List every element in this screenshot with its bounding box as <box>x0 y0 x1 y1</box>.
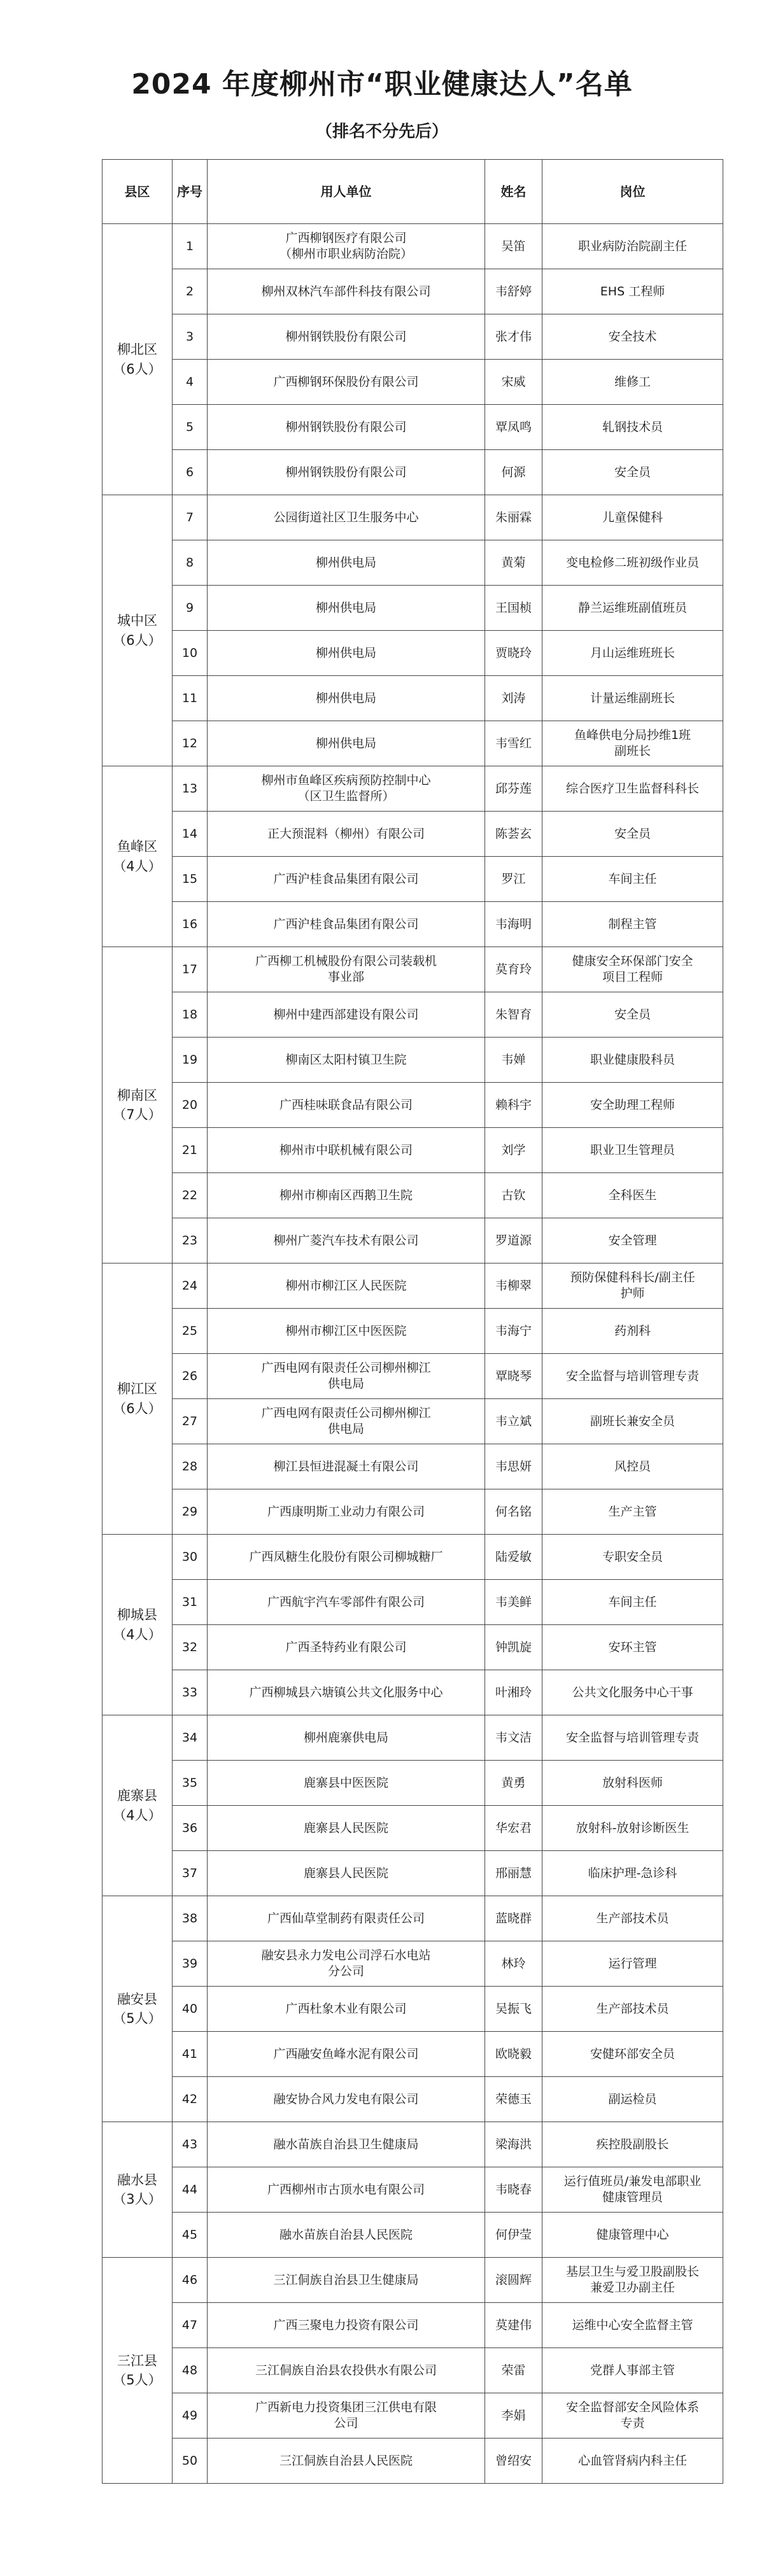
seq-cell: 6 <box>173 450 208 495</box>
table-row <box>103 2258 723 2303</box>
name-cell: 朱丽霖 <box>485 495 542 540</box>
seq-cell: 42 <box>173 2077 208 2122</box>
name-cell: 覃凤鸣 <box>485 405 542 450</box>
table-row <box>103 902 723 947</box>
table-row <box>103 1128 723 1173</box>
county-cell: 鹿寨县 （4人） <box>103 1715 173 1896</box>
seq-cell: 41 <box>173 2032 208 2077</box>
name-cell: 韦婵 <box>485 1038 542 1083</box>
seq-cell: 39 <box>173 1941 208 1987</box>
name-cell: 吴笛 <box>485 224 542 269</box>
unit-cell: 广西融安鱼峰水泥有限公司 <box>208 2032 485 2077</box>
seq-cell: 22 <box>173 1173 208 1218</box>
name-cell: 王国桢 <box>485 586 542 631</box>
name-cell: 陈荟玄 <box>485 812 542 857</box>
unit-cell: 柳州市鱼峰区疾病预防控制中心 （区卫生监督所） <box>208 766 485 812</box>
unit-cell: 广西康明斯工业动力有限公司 <box>208 1489 485 1535</box>
unit-cell: 广西圣特药业有限公司 <box>208 1625 485 1670</box>
table-row <box>103 405 723 450</box>
post-cell: 车间主任 <box>542 857 723 902</box>
table-row <box>103 1761 723 1806</box>
table-row <box>103 1173 723 1218</box>
post-cell: 安全员 <box>542 450 723 495</box>
name-cell: 贾晓玲 <box>485 631 542 676</box>
seq-cell: 27 <box>173 1399 208 1444</box>
county-cell: 柳北区 （6人） <box>103 224 173 495</box>
table-row <box>103 1896 723 1941</box>
post-cell: 安全员 <box>542 992 723 1038</box>
post-cell: 健康安全环保部门安全 项目工程师 <box>542 947 723 992</box>
post-cell: 儿童保健科 <box>542 495 723 540</box>
post-cell: 党群人事部主管 <box>542 2348 723 2393</box>
name-cell: 荣德玉 <box>485 2077 542 2122</box>
post-cell: 放射科-放射诊断医生 <box>542 1806 723 1851</box>
header-county: 县区 <box>103 160 173 224</box>
unit-cell: 广西凤糖生化股份有限公司柳城糖厂 <box>208 1535 485 1580</box>
name-cell: 何源 <box>485 450 542 495</box>
unit-cell: 柳州广菱汽车技术有限公司 <box>208 1218 485 1263</box>
unit-cell: 广西柳钢医疗有限公司 （柳州市职业病防治院） <box>208 224 485 269</box>
table-row <box>103 2077 723 2122</box>
post-cell: 心血管肾病内科主任 <box>542 2439 723 2484</box>
county-cell: 柳江区 （6人） <box>103 1263 173 1535</box>
table-row <box>103 766 723 812</box>
post-cell: 综合医疗卫生监督科科长 <box>542 766 723 812</box>
table-row <box>103 2348 723 2393</box>
post-cell: 运维中心安全监督主管 <box>542 2303 723 2348</box>
table-row <box>103 586 723 631</box>
table-row <box>103 2439 723 2484</box>
name-cell: 张才伟 <box>485 314 542 360</box>
county-cell: 融水县 （3人） <box>103 2122 173 2258</box>
unit-cell: 柳州供电局 <box>208 540 485 586</box>
table-row <box>103 1580 723 1625</box>
unit-cell: 广西沪桂食品集团有限公司 <box>208 902 485 947</box>
name-cell: 朱智育 <box>485 992 542 1038</box>
unit-cell: 广西柳钢环保股份有限公司 <box>208 360 485 405</box>
seq-cell: 10 <box>173 631 208 676</box>
table-row <box>103 1851 723 1896</box>
table-row <box>103 1399 723 1444</box>
name-cell: 吴振飞 <box>485 1987 542 2032</box>
seq-cell: 11 <box>173 676 208 721</box>
unit-cell: 三江侗族自治县农投供水有限公司 <box>208 2348 485 2393</box>
name-cell: 何伊莹 <box>485 2213 542 2258</box>
name-cell: 韦海宁 <box>485 1309 542 1354</box>
seq-cell: 29 <box>173 1489 208 1535</box>
seq-cell: 14 <box>173 812 208 857</box>
name-cell: 莫育玲 <box>485 947 542 992</box>
seq-cell: 16 <box>173 902 208 947</box>
name-cell: 华宏君 <box>485 1806 542 1851</box>
table-row <box>103 2213 723 2258</box>
seq-cell: 49 <box>173 2393 208 2439</box>
page-title: 2024 年度柳州市“职业健康达人”名单 <box>131 68 633 101</box>
seq-cell: 26 <box>173 1354 208 1399</box>
table-row <box>103 1806 723 1851</box>
name-cell: 罗江 <box>485 857 542 902</box>
name-cell: 林玲 <box>485 1941 542 1987</box>
seq-cell: 33 <box>173 1670 208 1715</box>
seq-cell: 3 <box>173 314 208 360</box>
post-cell: 运行管理 <box>542 1941 723 1987</box>
unit-cell: 三江侗族自治县人民医院 <box>208 2439 485 2484</box>
name-cell: 韦舒婷 <box>485 269 542 314</box>
table-row <box>103 2167 723 2213</box>
unit-cell: 柳州供电局 <box>208 631 485 676</box>
post-cell: 副班长兼安全员 <box>542 1399 723 1444</box>
table-row <box>103 1535 723 1580</box>
name-cell: 赖科宇 <box>485 1083 542 1128</box>
name-cell: 古钦 <box>485 1173 542 1218</box>
unit-cell: 柳州市柳江区中医医院 <box>208 1309 485 1354</box>
table-row <box>103 2032 723 2077</box>
unit-cell: 融安协合风力发电有限公司 <box>208 2077 485 2122</box>
name-cell: 刘学 <box>485 1128 542 1173</box>
seq-cell: 37 <box>173 1851 208 1896</box>
table-row <box>103 450 723 495</box>
seq-cell: 7 <box>173 495 208 540</box>
seq-cell: 8 <box>173 540 208 586</box>
name-cell: 宋威 <box>485 360 542 405</box>
seq-cell: 44 <box>173 2167 208 2213</box>
name-cell: 韦立斌 <box>485 1399 542 1444</box>
unit-cell: 柳江县恒进混凝土有限公司 <box>208 1444 485 1489</box>
page-subtitle: （排名不分先后） <box>315 122 448 141</box>
roster-table <box>102 159 723 2484</box>
post-cell: 变电检修二班初级作业员 <box>542 540 723 586</box>
name-cell: 韦晓春 <box>485 2167 542 2213</box>
county-cell: 柳南区 （7人） <box>103 947 173 1263</box>
name-cell: 李娟 <box>485 2393 542 2439</box>
name-cell: 滚圆辉 <box>485 2258 542 2303</box>
table-row <box>103 1987 723 2032</box>
seq-cell: 24 <box>173 1263 208 1309</box>
table-row <box>103 1670 723 1715</box>
seq-cell: 12 <box>173 721 208 766</box>
header-seq: 序号 <box>173 160 208 224</box>
post-cell: 临床护理-急诊科 <box>542 1851 723 1896</box>
table-row <box>103 314 723 360</box>
post-cell: 安全员 <box>542 812 723 857</box>
unit-cell: 广西柳城县六塘镇公共文化服务中心 <box>208 1670 485 1715</box>
unit-cell: 柳州双林汽车部件科技有限公司 <box>208 269 485 314</box>
table-row <box>103 495 723 540</box>
post-cell: EHS 工程师 <box>542 269 723 314</box>
unit-cell: 柳州供电局 <box>208 721 485 766</box>
header-name: 姓名 <box>485 160 542 224</box>
table-row <box>103 631 723 676</box>
name-cell: 韦柳翠 <box>485 1263 542 1309</box>
table-row <box>103 1489 723 1535</box>
seq-cell: 40 <box>173 1987 208 2032</box>
unit-cell: 广西电网有限责任公司柳州柳江 供电局 <box>208 1354 485 1399</box>
post-cell: 安环主管 <box>542 1625 723 1670</box>
unit-cell: 广西柳州市古顶水电有限公司 <box>208 2167 485 2213</box>
county-cell: 柳城县 （4人） <box>103 1535 173 1715</box>
unit-cell: 柳州中建西部建设有限公司 <box>208 992 485 1038</box>
unit-cell: 柳州供电局 <box>208 586 485 631</box>
post-cell: 轧钢技术员 <box>542 405 723 450</box>
post-cell: 专职安全员 <box>542 1535 723 1580</box>
unit-cell: 柳南区太阳村镇卫生院 <box>208 1038 485 1083</box>
unit-cell: 广西桂味联食品有限公司 <box>208 1083 485 1128</box>
post-cell: 静兰运维班副值班员 <box>542 586 723 631</box>
seq-cell: 2 <box>173 269 208 314</box>
post-cell: 月山运维班班长 <box>542 631 723 676</box>
table-row <box>103 812 723 857</box>
seq-cell: 30 <box>173 1535 208 1580</box>
post-cell: 安全技术 <box>542 314 723 360</box>
seq-cell: 28 <box>173 1444 208 1489</box>
unit-cell: 广西沪桂食品集团有限公司 <box>208 857 485 902</box>
name-cell: 韦美鲜 <box>485 1580 542 1625</box>
header-unit: 用人单位 <box>208 160 485 224</box>
unit-cell: 柳州钢铁股份有限公司 <box>208 314 485 360</box>
name-cell: 陆爱敏 <box>485 1535 542 1580</box>
post-cell: 职业健康股科员 <box>542 1038 723 1083</box>
post-cell: 安全管理 <box>542 1218 723 1263</box>
post-cell: 风控员 <box>542 1444 723 1489</box>
table-row <box>103 1263 723 1309</box>
post-cell: 生产部技术员 <box>542 1987 723 2032</box>
unit-cell: 正大预混料（柳州）有限公司 <box>208 812 485 857</box>
header-row <box>103 160 723 224</box>
post-cell: 基层卫生与爱卫股副股长 兼爱卫办副主任 <box>542 2258 723 2303</box>
table-row <box>103 1941 723 1987</box>
table-row <box>103 721 723 766</box>
seq-cell: 20 <box>173 1083 208 1128</box>
seq-cell: 31 <box>173 1580 208 1625</box>
post-cell: 维修工 <box>542 360 723 405</box>
name-cell: 荣雷 <box>485 2348 542 2393</box>
post-cell: 安全监督部安全风险体系 专责 <box>542 2393 723 2439</box>
unit-cell: 广西三聚电力投资有限公司 <box>208 2303 485 2348</box>
unit-cell: 公园街道社区卫生服务中心 <box>208 495 485 540</box>
seq-cell: 15 <box>173 857 208 902</box>
post-cell: 制程主管 <box>542 902 723 947</box>
unit-cell: 广西航宇汽车零部件有限公司 <box>208 1580 485 1625</box>
seq-cell: 5 <box>173 405 208 450</box>
seq-cell: 19 <box>173 1038 208 1083</box>
name-cell: 罗道源 <box>485 1218 542 1263</box>
unit-cell: 融安县永力发电公司浮石水电站 分公司 <box>208 1941 485 1987</box>
post-cell: 公共文化服务中心干事 <box>542 1670 723 1715</box>
seq-cell: 17 <box>173 947 208 992</box>
post-cell: 生产部技术员 <box>542 1896 723 1941</box>
seq-cell: 35 <box>173 1761 208 1806</box>
unit-cell: 柳州钢铁股份有限公司 <box>208 450 485 495</box>
table-row <box>103 540 723 586</box>
unit-cell: 广西新电力投资集团三江供电有限 公司 <box>208 2393 485 2439</box>
seq-cell: 1 <box>173 224 208 269</box>
seq-cell: 32 <box>173 1625 208 1670</box>
table-row <box>103 1444 723 1489</box>
unit-cell: 鹿寨县中医医院 <box>208 1761 485 1806</box>
seq-cell: 46 <box>173 2258 208 2303</box>
name-cell: 邱芬莲 <box>485 766 542 812</box>
unit-cell: 三江侗族自治县卫生健康局 <box>208 2258 485 2303</box>
seq-cell: 9 <box>173 586 208 631</box>
unit-cell: 广西杜象木业有限公司 <box>208 1987 485 2032</box>
unit-cell: 柳州市柳江区人民医院 <box>208 1263 485 1309</box>
post-cell: 计量运维副班长 <box>542 676 723 721</box>
name-cell: 韦海明 <box>485 902 542 947</box>
unit-cell: 柳州钢铁股份有限公司 <box>208 405 485 450</box>
table-row <box>103 1715 723 1761</box>
roster-body <box>103 224 723 2484</box>
seq-cell: 13 <box>173 766 208 812</box>
name-cell: 钟凯旋 <box>485 1625 542 1670</box>
name-cell: 莫建伟 <box>485 2303 542 2348</box>
post-cell: 鱼峰供电分局抄维1班 副班长 <box>542 721 723 766</box>
seq-cell: 21 <box>173 1128 208 1173</box>
post-cell: 疾控股副股长 <box>542 2122 723 2167</box>
seq-cell: 34 <box>173 1715 208 1761</box>
table-row <box>103 947 723 992</box>
header-post: 岗位 <box>542 160 723 224</box>
post-cell: 安全监督与培训管理专责 <box>542 1354 723 1399</box>
unit-cell: 柳州市柳南区西鹅卫生院 <box>208 1173 485 1218</box>
unit-cell: 融水苗族自治县人民医院 <box>208 2213 485 2258</box>
unit-cell: 鹿寨县人民医院 <box>208 1806 485 1851</box>
post-cell: 安全监督与培训管理专责 <box>542 1715 723 1761</box>
post-cell: 车间主任 <box>542 1580 723 1625</box>
table-row <box>103 2122 723 2167</box>
table-row <box>103 2393 723 2439</box>
name-cell: 曾绍安 <box>485 2439 542 2484</box>
seq-cell: 48 <box>173 2348 208 2393</box>
seq-cell: 47 <box>173 2303 208 2348</box>
post-cell: 运行值班员/兼发电部职业 健康管理员 <box>542 2167 723 2213</box>
unit-cell: 广西柳工机械股份有限公司装载机 事业部 <box>208 947 485 992</box>
table-row <box>103 676 723 721</box>
county-cell: 城中区 （6人） <box>103 495 173 766</box>
name-cell: 黄菊 <box>485 540 542 586</box>
table-row <box>103 2303 723 2348</box>
table-row <box>103 1309 723 1354</box>
unit-cell: 鹿寨县人民医院 <box>208 1851 485 1896</box>
name-cell: 覃晓琴 <box>485 1354 542 1399</box>
name-cell: 何名铭 <box>485 1489 542 1535</box>
table-row <box>103 360 723 405</box>
name-cell: 黄勇 <box>485 1761 542 1806</box>
name-cell: 韦思妍 <box>485 1444 542 1489</box>
seq-cell: 43 <box>173 2122 208 2167</box>
name-cell: 叶湘玲 <box>485 1670 542 1715</box>
post-cell: 全科医生 <box>542 1173 723 1218</box>
table-row <box>103 992 723 1038</box>
county-cell: 三江县 （5人） <box>103 2258 173 2484</box>
table-row <box>103 224 723 269</box>
seq-cell: 45 <box>173 2213 208 2258</box>
seq-cell: 25 <box>173 1309 208 1354</box>
table-row <box>103 269 723 314</box>
unit-cell: 柳州鹿寨供电局 <box>208 1715 485 1761</box>
seq-cell: 50 <box>173 2439 208 2484</box>
table-row <box>103 1083 723 1128</box>
table-row <box>103 1218 723 1263</box>
seq-cell: 4 <box>173 360 208 405</box>
table-row <box>103 1038 723 1083</box>
name-cell: 欧晓毅 <box>485 2032 542 2077</box>
name-cell: 韦文洁 <box>485 1715 542 1761</box>
table-row <box>103 1354 723 1399</box>
name-cell: 梁海洪 <box>485 2122 542 2167</box>
seq-cell: 36 <box>173 1806 208 1851</box>
unit-cell: 柳州供电局 <box>208 676 485 721</box>
seq-cell: 38 <box>173 1896 208 1941</box>
unit-cell: 广西电网有限责任公司柳州柳江 供电局 <box>208 1399 485 1444</box>
table-row <box>103 857 723 902</box>
name-cell: 蓝晓群 <box>485 1896 542 1941</box>
table-row <box>103 1625 723 1670</box>
seq-cell: 18 <box>173 992 208 1038</box>
unit-cell: 柳州市中联机械有限公司 <box>208 1128 485 1173</box>
post-cell: 放射科医师 <box>542 1761 723 1806</box>
name-cell: 韦雪红 <box>485 721 542 766</box>
post-cell: 预防保健科科长/副主任 护师 <box>542 1263 723 1309</box>
name-cell: 刘涛 <box>485 676 542 721</box>
post-cell: 生产主管 <box>542 1489 723 1535</box>
unit-cell: 融水苗族自治县卫生健康局 <box>208 2122 485 2167</box>
county-cell: 融安县 （5人） <box>103 1896 173 2122</box>
post-cell: 安健环部安全员 <box>542 2032 723 2077</box>
name-cell: 邢丽慧 <box>485 1851 542 1896</box>
post-cell: 安全助理工程师 <box>542 1083 723 1128</box>
post-cell: 健康管理中心 <box>542 2213 723 2258</box>
post-cell: 职业卫生管理员 <box>542 1128 723 1173</box>
post-cell: 副运检员 <box>542 2077 723 2122</box>
post-cell: 职业病防治院副主任 <box>542 224 723 269</box>
seq-cell: 23 <box>173 1218 208 1263</box>
post-cell: 药剂科 <box>542 1309 723 1354</box>
county-cell: 鱼峰区 （4人） <box>103 766 173 947</box>
unit-cell: 广西仙草堂制药有限责任公司 <box>208 1896 485 1941</box>
